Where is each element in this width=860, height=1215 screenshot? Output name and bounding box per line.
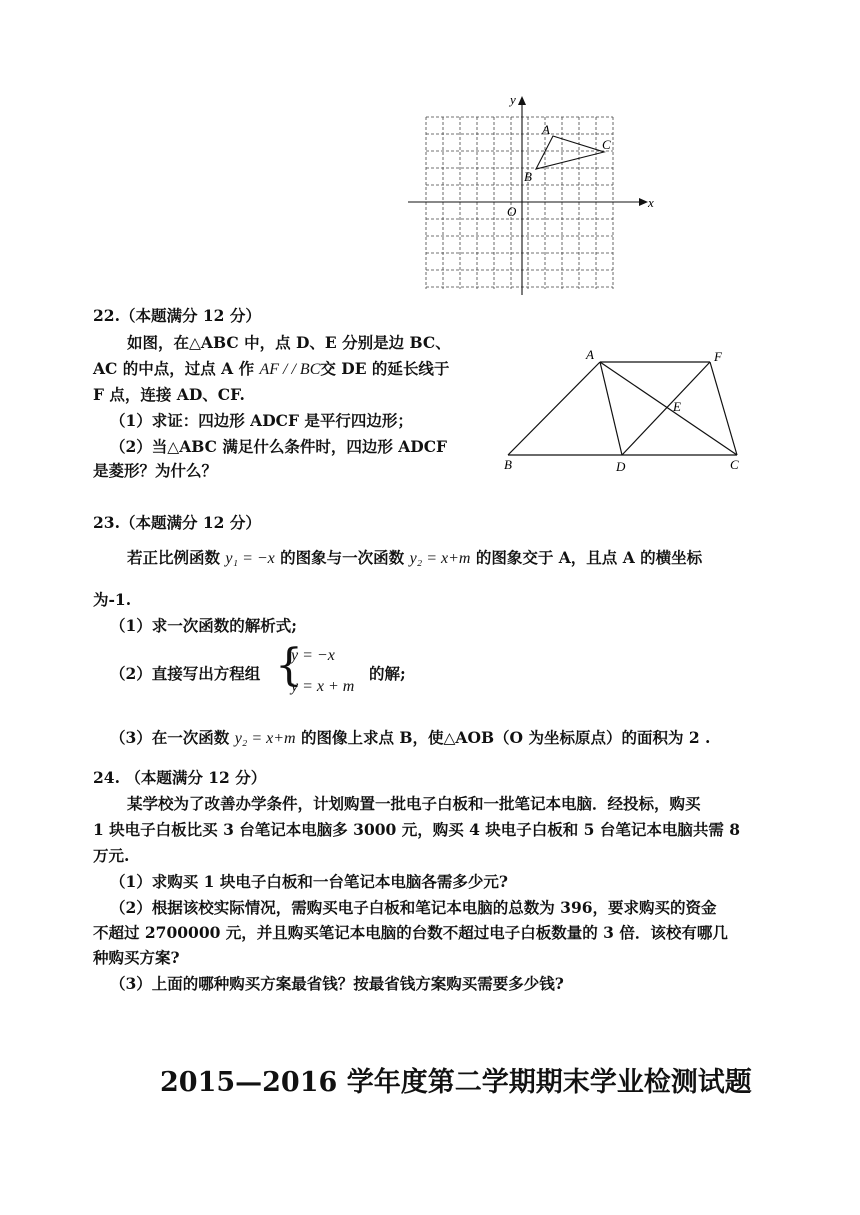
point-f-label: F	[714, 349, 722, 364]
q23-part3-text-a: （3）在一次函数	[110, 728, 235, 747]
q23-part3-text-b: 的图像上求点 B，使△AOB（O 为坐标原点）的面积为 2 .	[295, 728, 711, 747]
equation-2: y = x + m	[291, 678, 355, 695]
q24-part1: （1）求购买 1 块电子白板和一台笔记本电脑各需多少元?	[110, 872, 508, 891]
grid-lines	[426, 117, 613, 289]
q23-part3-function: y₂ = x+m	[234, 730, 296, 747]
q22-line2-text-b: 交 DE 的延长线于	[320, 359, 450, 378]
equation-system-brace: {	[275, 640, 303, 691]
point-a-label: A	[586, 347, 594, 362]
exam-title: 2015—2016 学年度第二学期期末学业检测试题	[160, 1067, 752, 1098]
q23-part1: （1）求一次函数的解析式;	[110, 616, 298, 635]
q24-line1: 某学校为了改善办学条件，计划购置一批电子白板和一批笔记本电脑．经投标，购买	[127, 794, 701, 813]
q23-line1	[127, 546, 702, 568]
equation-1: y = −x	[291, 647, 335, 664]
point-b-label: B	[504, 457, 512, 472]
axes	[408, 96, 648, 295]
figure-lines	[508, 362, 737, 455]
q23-text-1: 若正比例函数	[127, 548, 226, 567]
q23-heading: 23.（本题满分 12 分）	[93, 513, 261, 532]
q23-part2-text: （2）直接写出方程组	[110, 664, 261, 683]
q24-part2-cont2: 种购买方案?	[93, 948, 180, 967]
q22-line2-text-a: AC 的中点，过点 A 作	[93, 359, 260, 378]
point-a-label: A	[542, 122, 550, 137]
q24-part3: （3）上面的哪种购买方案最省钱？按最省钱方案购买需要多少钱?	[110, 974, 564, 993]
q22-line1: 如图，在△ABC 中，点 D、E 分别是边 BC、	[127, 333, 451, 352]
q22-line3: F 点，连接 AD、CF.	[93, 385, 245, 404]
parallelogram-figure	[498, 345, 760, 477]
point-b-label: B	[524, 169, 532, 184]
q24-part2: （2）根据该校实际情况，需购买电子白板和笔记本电脑的总数为 396，要求购买的资金	[110, 898, 717, 917]
q22-part2-cont: 是菱形？为什么？	[93, 461, 218, 480]
q23-function-y2: y₂ = x+m	[409, 550, 471, 567]
q24-part2-cont1: 不超过 2700000 元，并且购买笔记本电脑的台数不超过电子白板数量的 3 倍．该校有哪几	[93, 923, 728, 942]
q22-part2: （2）当△ABC 满足什么条件时，四边形 ADCF	[110, 437, 448, 456]
point-d-label: D	[616, 459, 626, 474]
q22-parallel-expression: AF / / BC	[259, 361, 321, 378]
triangle-abc	[536, 136, 604, 169]
q23-text-3: 的图象交于 A，且点 A 的横坐标	[470, 548, 703, 567]
q22-part1: （1）求证：四边形 ADCF 是平行四边形；	[110, 411, 413, 430]
x-axis-label: x	[648, 195, 654, 210]
y-axis-label: y	[510, 92, 516, 107]
q23-text-2: 的图象与一次函数	[274, 548, 410, 567]
point-c-label: C	[730, 457, 739, 472]
q23-part3	[110, 726, 710, 748]
point-c-label: C	[602, 137, 611, 152]
q24-line3: 万元.	[93, 846, 130, 865]
coordinate-grid-figure	[396, 90, 664, 300]
point-e-label: E	[673, 399, 681, 414]
q24-line2: 1 块电子白板比买 3 台笔记本电脑多 3000 元，购买 4 块电子白板和 5 台笔记本电脑共需 8	[93, 820, 741, 839]
q23-part2-end: 的解;	[369, 664, 406, 683]
origin-label: O	[507, 204, 517, 219]
q23-line2: 为-1.	[93, 590, 132, 609]
q23-function-y1: y₁ = −x	[225, 550, 275, 567]
q22-heading: 22.（本题满分 12 分）	[93, 306, 261, 325]
q22-line2	[93, 357, 449, 379]
q24-heading: 24. （本题满分 12 分）	[93, 768, 267, 787]
